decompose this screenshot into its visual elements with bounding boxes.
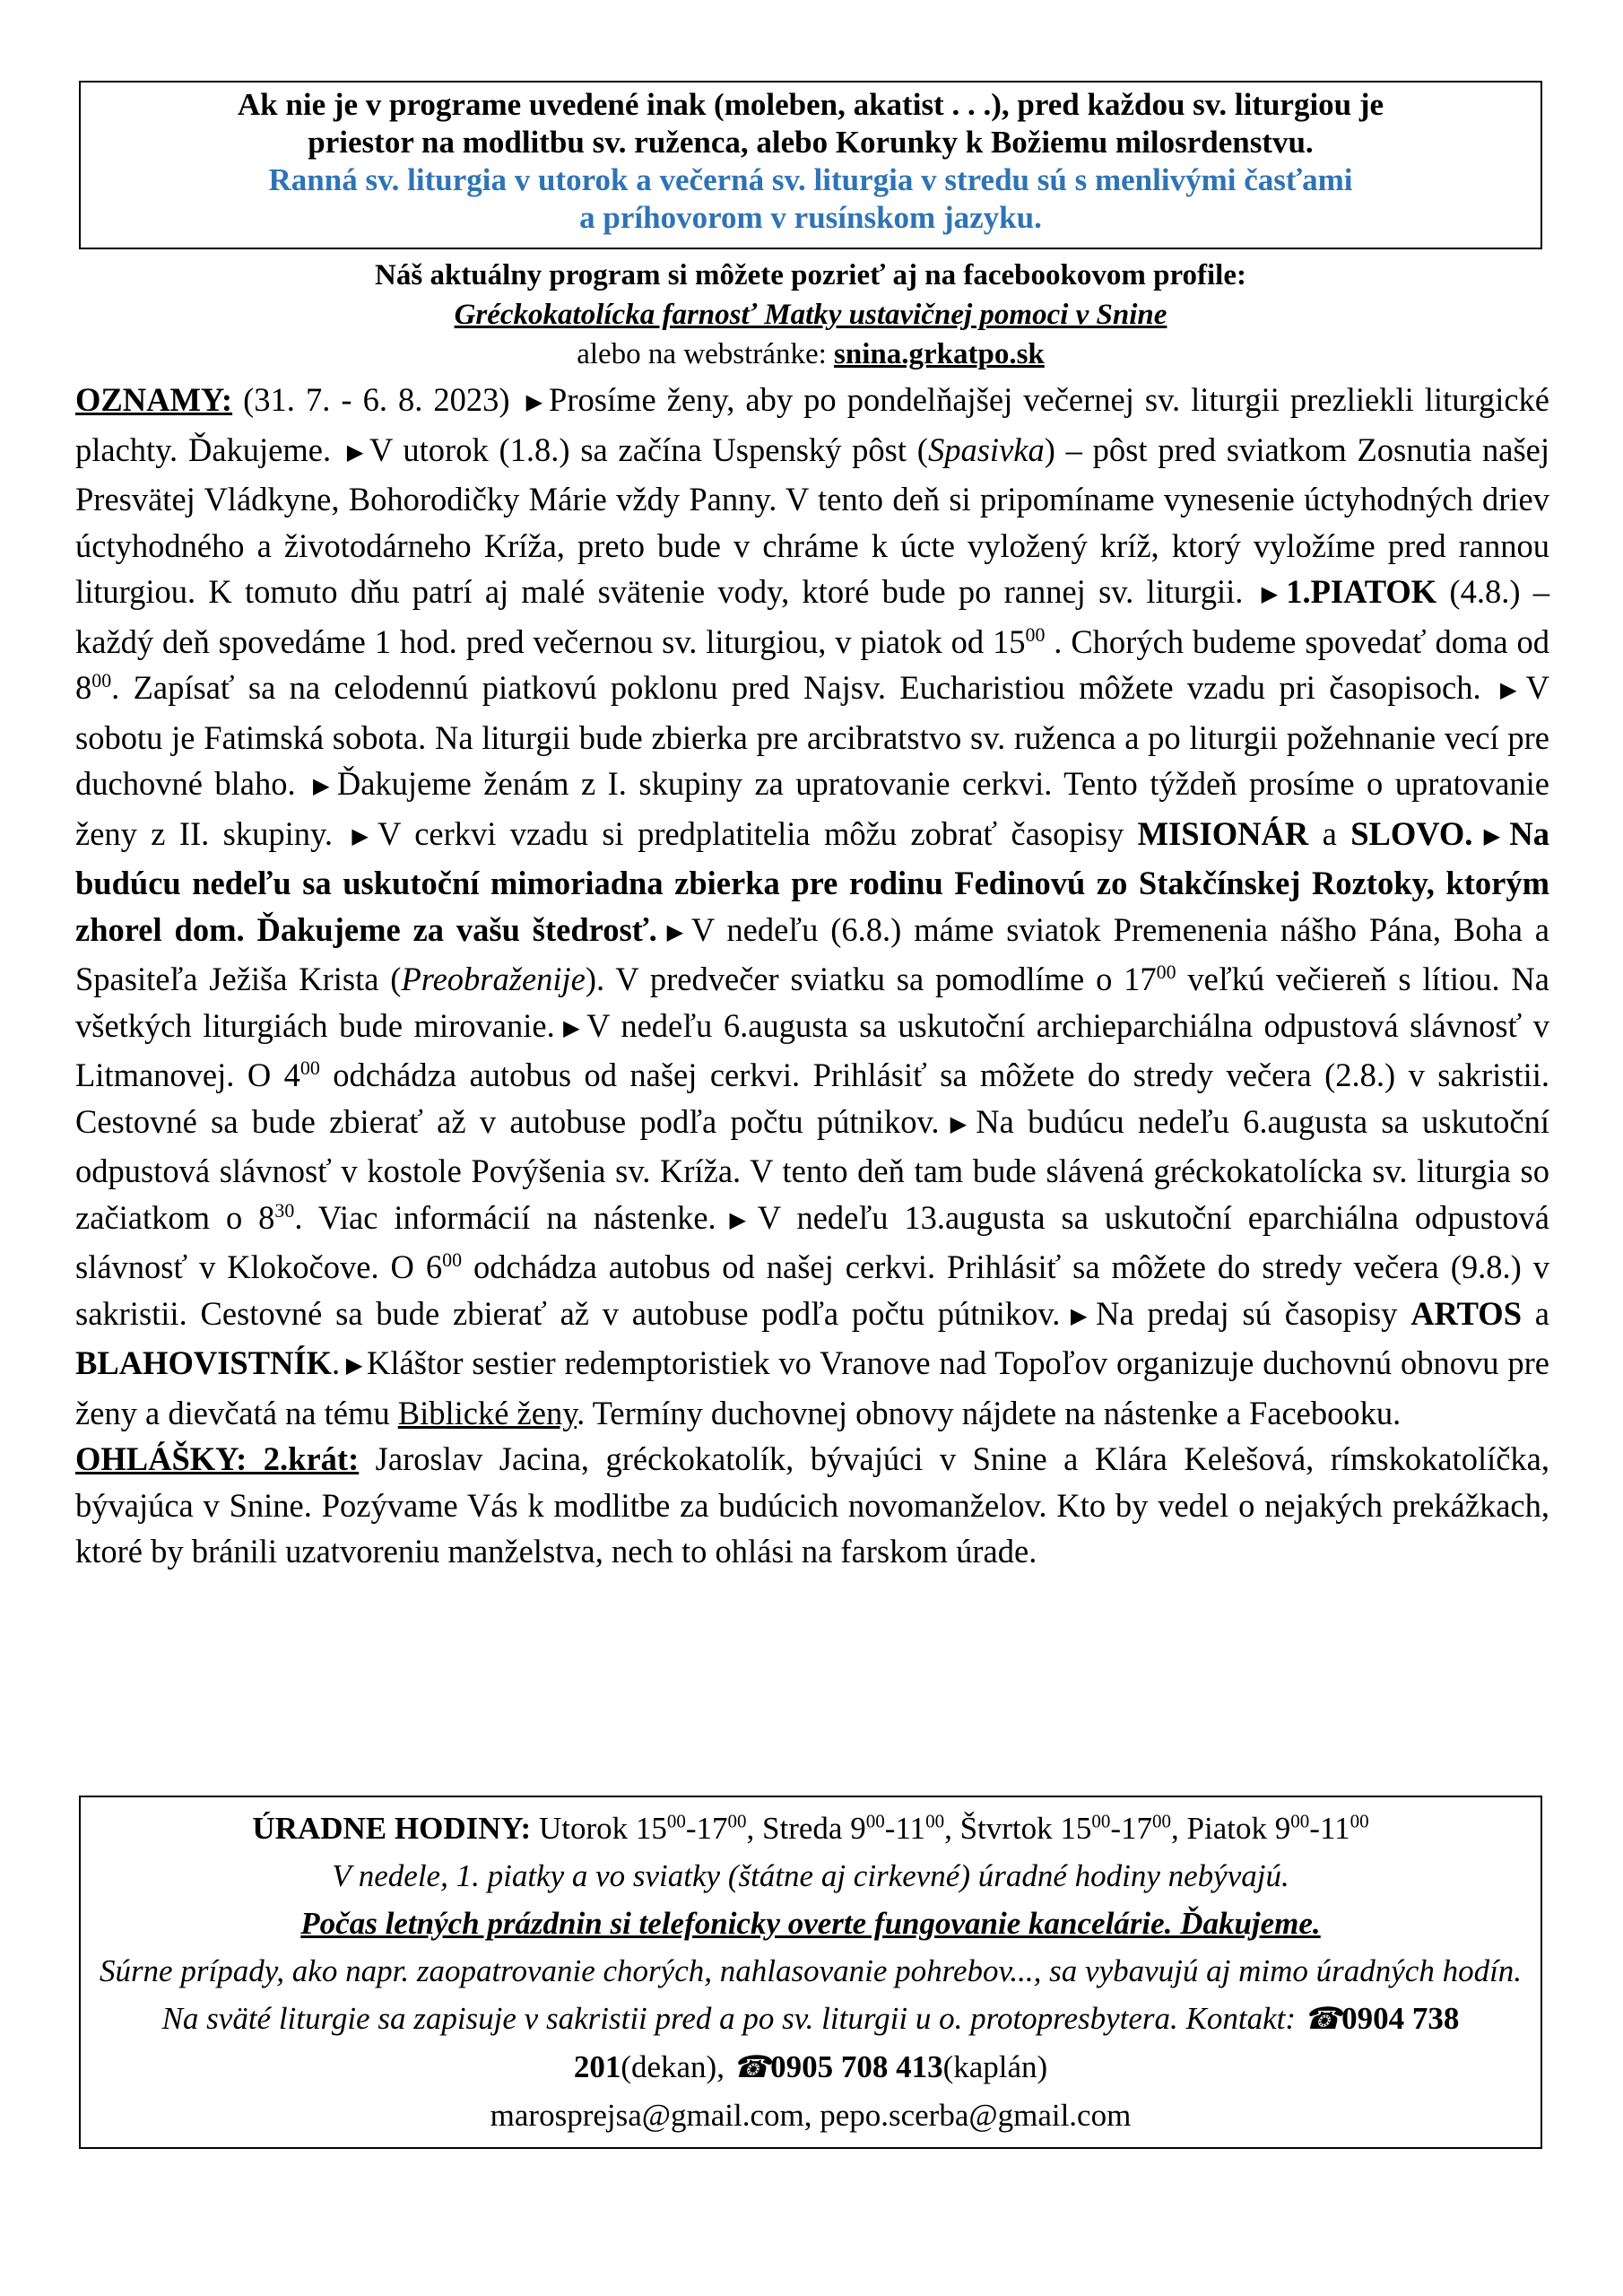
intro-line-1: Ak nie je v programe uvedené inak (moleben, akatist . . .), pred každou sv. liturgiou je: [237, 87, 1384, 122]
announcement-text: odchádza autobus od našej cerkvi. Prihlásiť sa môžete do stredy večera (2.8.) v sakristii. Cestovné sa bude zbierať až v autobuse podľa počtu pútnikov.: [75, 1057, 1549, 1140]
office-hours-heading: ÚRADNE HODINY:: [252, 1811, 532, 1846]
time-superscript: 00: [1350, 1810, 1369, 1832]
intro-line-4: a príhovorom v rusínskom jazyku.: [579, 200, 1042, 235]
office-note-holidays: V nedele, 1. piatky a vo sviatky (štátne aj cirkevné) úradné hodiny nebývajú.: [332, 1858, 1289, 1893]
arrow-icon: ▶: [1478, 824, 1506, 848]
phone-icon: ☎: [1303, 2003, 1342, 2036]
announcement-bold: SLOVO.: [1350, 814, 1473, 852]
phone-dean-label: (dekan),: [621, 2049, 733, 2084]
office-time: -11: [1309, 1811, 1350, 1846]
announcement-text: Na budúcu nedeľu 6.augusta sa uskutoční odpustová slávnosť v kostole Povýšenia sv. Kríža. V tento deň tam bude slávená gréckokatolícka sv. liturgia so začiatkom o 8: [75, 1102, 1549, 1236]
arrow-icon: ▶: [662, 920, 688, 944]
office-time: -17: [1110, 1811, 1153, 1846]
time-superscript: 30: [274, 1198, 295, 1222]
announcement-text: veľkú večiereň s lítiou. Na všetkých liturgiách bude mirovanie.: [75, 961, 1549, 1044]
intro-line-2: priestor na modlitbu sv. ruženca, alebo Korunky k Božiemu milosrdenstvu.: [308, 125, 1314, 160]
banns-heading: OHLÁŠKY: 2.krát:: [75, 1440, 360, 1477]
arrow-icon: ▶: [525, 391, 546, 414]
facebook-profile-link[interactable]: Gréckokatolícka farnosť Matky ustavičnej pomoci v Snine: [454, 299, 1167, 331]
facebook-line: Náš aktuálny program si môžete pozrieť aj na facebookovom profile:: [375, 259, 1246, 291]
announcement-text: Kláštor sestier redemptoristiek vo Vranove nad Topoľov organizuje duchovnú obnovu pre ženy a dievčatá na tému: [75, 1344, 1549, 1431]
time-superscript: 00: [865, 1810, 885, 1832]
announcement-text: Na predaj sú časopisy: [1096, 1294, 1411, 1332]
arrow-icon: ▶: [944, 1112, 973, 1136]
announcement-bold: BLAHOVISTNÍK: [75, 1344, 332, 1381]
announcement-bold: ARTOS: [1410, 1294, 1522, 1332]
arrow-icon: ▶: [313, 775, 334, 798]
announcement-text: . Zapísať sa na celodennú piatkovú poklonu pred Najsv. Eucharistiou môžete vzadu pri časopisoch.: [111, 669, 1495, 706]
announcement-italic: Spasivka: [927, 430, 1045, 468]
arrow-icon: ▶: [352, 824, 375, 848]
announcement-text: V nedeľu (6.8.) máme sviatok Premenenia nášho Pána, Boha a Spasiteľa Ježiša Krista (: [75, 910, 1549, 997]
date-range: (31. 7. - 6. 8. 2023): [232, 381, 521, 418]
contact-emails[interactable]: marosprejsa@gmail.com, pepo.scerba@gmail.com: [490, 2098, 1132, 2133]
office-day: Utorok 15: [531, 1811, 667, 1846]
announcement-text: Prosíme ženy, aby po pondelňajšej večernej sv. liturgii prezliekli liturgické plachty. Ďakujeme.: [75, 381, 1549, 468]
intro-line-3: Ranná sv. liturgia v utorok a večerná sv. liturgia v stredu sú s menlivými časťami: [268, 162, 1353, 197]
announcement-text: V utorok (1.8.) sa začína Uspenský pôst (: [369, 430, 928, 468]
arrow-icon: ▶: [1499, 679, 1523, 702]
announcement-text: .: [332, 1344, 341, 1381]
office-time: -17: [685, 1811, 728, 1846]
arrow-icon: ▶: [346, 440, 366, 465]
announcement-text: ) – pôst pred sviatkom Zosnutia našej Presvätej Vládkyne, Bohorodičky Márie vždy Panny. V tento deň si pripomíname vynesenie úctyhodných driev úctyhodného a životodárneho Kríža, preto bude v chráme k úcte vyložený kríž, ktorý vyložíme pred rannou liturgiou. K tomuto dňu patrí aj malé svätenie vody, ktoré bude po rannej sv. liturgii.: [75, 430, 1549, 610]
office-time: -11: [884, 1811, 926, 1846]
announcements-heading: OZNAMY:: [75, 381, 233, 418]
phone-dean[interactable]: 0904 738 201: [573, 2001, 1460, 2084]
announcement-text: ). V predvečer sviatku sa pomodlíme o 17: [585, 961, 1157, 997]
announcement-text: (4.8.) – každý deň spovedáme 1 hod. pred večernou sv. liturgiou, v piatok od 15: [75, 573, 1549, 660]
arrow-icon: ▶: [1065, 1304, 1093, 1328]
phone-icon: ☎: [732, 2051, 771, 2084]
announcement-bold: 1.PIATOK: [1286, 573, 1437, 610]
time-superscript: 00: [1091, 1810, 1111, 1832]
time-superscript: 00: [727, 1810, 747, 1832]
office-day: , Piatok 9: [1171, 1811, 1291, 1846]
announcement-text: V nedeľu 13.augusta sa uskutoční eparchiálna odpustová slávnosť v Klokočove. O 6: [75, 1198, 1549, 1285]
announcement-text: . Termíny duchovnej obnovy nájdete na nástenke a Facebooku.: [577, 1394, 1402, 1431]
announcement-text: V cerkvi vzadu si predplatitelia môžu zobrať časopisy: [378, 814, 1138, 852]
announcement-italic: Preobraženije: [401, 961, 586, 997]
office-hours-box: [79, 1796, 1542, 2149]
urgent-text: Súrne prípady, ako napr. zaopatrovanie chorých, nahlasovanie pohrebov..., sa vybavujú aj mimo úradných hodín. Na sväté liturgie sa zapisuje v sakristii pred a po sv. liturgii u o. protopresbytera. Kontakt:: [99, 1953, 1523, 2036]
arrow-icon: ▶: [1261, 583, 1283, 606]
announcement-text: V nedeľu 6.augusta sa uskutoční archieparchiálna odpustová slávnosť v Litmanovej. O 4: [75, 1006, 1549, 1093]
banns-text: Jaroslav Jacina, gréckokatolík, bývajúci v Snine a Klára Kelešová, rímskokatolíčka, bývajúca v Snine. Pozývame Vás k modlitbe za budúcich novomanželov. Kto by vedel o nejakých prekážkach, ktoré by bránili uzatvoreniu manželstva, nech to ohlási na farskom úrade.: [75, 1440, 1550, 1570]
time-superscript: 00: [1025, 622, 1046, 646]
banns-paragraph: [75, 1436, 1549, 1575]
time-superscript: 00: [925, 1810, 945, 1832]
arrow-icon: ▶: [345, 1354, 364, 1378]
office-note-urgent: [95, 1947, 1526, 2092]
announcement-text: . Chorých budeme spovedať doma od 8: [75, 622, 1549, 706]
announcement-text: odchádza autobus od našej cerkvi. Prihlásiť sa môžete do stredy večera (9.8.) v sakristii. Cestovné sa bude zbierať až v autobuse podľa počtu pútnikov.: [75, 1248, 1550, 1332]
time-superscript: 00: [299, 1056, 320, 1079]
office-note-summer: Počas letných prázdnin si telefonicky overte fungovanie kancelárie. Ďakujeme.: [300, 1906, 1321, 1941]
phone-chaplain[interactable]: 0905 708 413: [770, 2049, 943, 2084]
time-superscript: 00: [91, 668, 112, 691]
website-link[interactable]: snina.grkatpo.sk: [834, 338, 1045, 370]
announcement-text: V sobotu je Fatimská sobota. Na liturgii bude zbierka pre arcibratstvo sv. ruženca a po liturgii požehnanie vecí pre duchovné blaho.: [75, 669, 1549, 802]
announcement-bold: Na budúcu nedeľu sa uskutoční mimoriadna zbierka pre rodinu Fedinovú zo Stakčínskej Roztoky, ktorým zhorel dom. Ďakujeme za vašu štedrosť.: [75, 814, 1549, 948]
announcements-section: [75, 377, 1549, 1575]
time-superscript: 00: [1156, 960, 1176, 983]
announcement-text: Ďakujeme ženám z I. skupiny za upratovanie cerkvi. Tento týždeň prosíme o upratovanie ženy z II. skupiny.: [75, 765, 1550, 852]
announcement-text: a: [1522, 1294, 1549, 1332]
time-superscript: 00: [666, 1810, 686, 1832]
website-line: [79, 335, 1542, 373]
office-day: , Streda 9: [746, 1811, 866, 1846]
time-superscript: 00: [442, 1248, 463, 1271]
announcement-underlined: Biblické ženy: [397, 1394, 577, 1431]
time-superscript: 00: [1290, 1810, 1310, 1832]
phone-chaplain-label: (kaplán): [942, 2049, 1048, 2084]
arrow-icon: ▶: [721, 1208, 754, 1232]
arrow-icon: ▶: [560, 1016, 584, 1040]
announcements-paragraph: [75, 377, 1549, 1436]
office-hours-line: [95, 1805, 1526, 1852]
intro-box: [79, 81, 1542, 249]
announcement-text: . Viac informácií na nástenke.: [294, 1198, 716, 1236]
time-superscript: 00: [1152, 1810, 1172, 1832]
website-prefix: alebo na webstránke:: [577, 338, 835, 370]
office-day: , Štvrtok 15: [944, 1811, 1092, 1846]
announcement-bold: MISIONÁR: [1137, 814, 1309, 852]
announcement-text: a: [1308, 814, 1351, 852]
